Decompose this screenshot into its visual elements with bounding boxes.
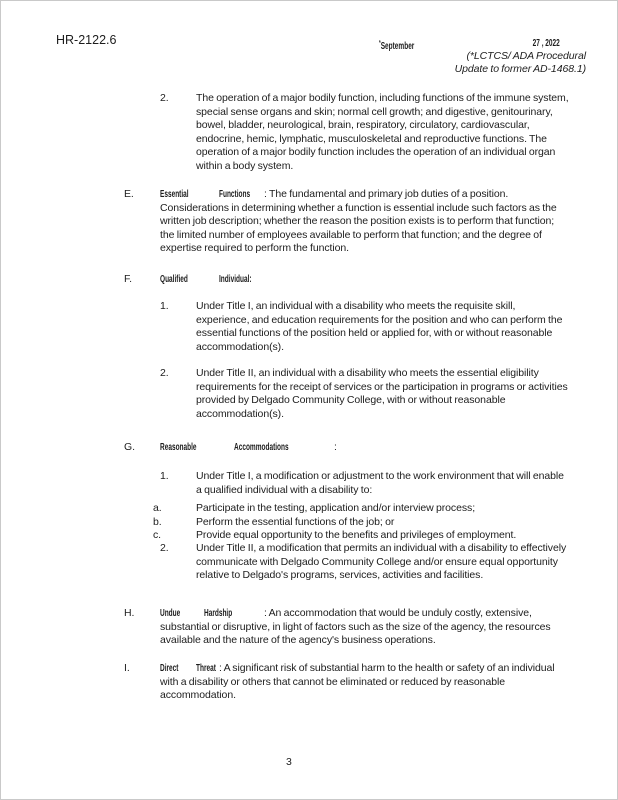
section-letter: H. (124, 607, 135, 619)
section-text: A significant risk of substantial harm to the health or safety of an individual with a disability or others that cannot be eliminated or reduced by reasonable accommodation. (160, 662, 555, 701)
section-direct-threat (124, 662, 564, 703)
section-letter: E. (124, 188, 134, 200)
date-asterisk: * (379, 40, 381, 47)
section-term-word: Individual: (219, 273, 252, 285)
section-term-word: Essential (160, 188, 189, 200)
section-essential-functions (124, 188, 564, 256)
section-letter: I. (124, 662, 130, 674)
list-item-number: 2. (160, 92, 169, 104)
section-term-word: Accommodations (234, 441, 289, 453)
list-item-accommodation-title1 (160, 470, 569, 497)
section-undue-hardship (124, 607, 564, 648)
list-item-text: Under Title II, a modification that permits an individual with a disability to effectively communicate with Delgado Community College and/or ensure equal opportunity relative to Delgado's programs, services, activities and facilities. (196, 542, 567, 581)
list-item-text: Provide equal opportunity to the benefits and privileges of employment. (196, 529, 517, 541)
procedural-note-line1: (*LCTCS/ ADA Procedural (466, 50, 586, 62)
list-item-text: Participate in the testing, application and/or interview process; (196, 502, 476, 514)
section-term-word: Hardship (204, 607, 233, 619)
list-item-qualified-title1 (160, 300, 569, 354)
list-item-text: The operation of a major bodily function, including functions of the immune system, special sense organs and skin; normal cell growth; and digestive, genitourinary, bowel, bladder, neurological, brain, respiratory, circulatory, cardiovascular, endocrine, hemic, lymphatic, musculoskeletal and reproductive functions. The operation of a major bodily function includes the operation of an individual organ within a body system. (196, 92, 569, 172)
section-text: The fundamental and primary job duties of a position. Considerations in determining whether a function is essential include such factors as the written job description; whether the reason the position exists is to perform that function; the limited number of employees available to perform that function; and the degree of expertise required to perform the function. (160, 188, 557, 254)
procedural-note (455, 50, 586, 76)
section-separator: : (334, 441, 337, 453)
header-date-day-year: 27 , 2022 (532, 37, 560, 49)
list-item-number: 1. (160, 300, 169, 312)
section-separator: : (264, 188, 267, 200)
list-item-accommodation-title2 (160, 542, 569, 583)
section-reasonable-accommodations (124, 441, 564, 455)
header-date-month: *September (379, 40, 415, 52)
list-item-text: Under Title I, an individual with a disability who meets the requisite skill, experience, and education requirements for the position and who can perform the essential functions of the position held or applied for, with or without reasonable accommodation(s). (196, 300, 563, 353)
section-letter: F. (124, 273, 133, 285)
list-item-number: 2. (160, 542, 169, 554)
section-term-word: Functions (219, 188, 251, 200)
section-term-word: Qualified (160, 273, 188, 285)
section-term-word: Undue (160, 607, 181, 619)
section-separator: : (264, 607, 267, 619)
section-term-word: Direct (160, 662, 179, 674)
section-separator: : (219, 662, 222, 674)
page-number: 3 (286, 756, 292, 768)
list-item-text: Under Title II, an individual with a disability who meets the essential eligibility requirements for the receipt of services or the participation in programs or activities provided by Delgado Community College, with or without reasonable accommodation(s). (196, 367, 568, 420)
list-item-number: 1. (160, 470, 169, 482)
list-item-text: Perform the essential functions of the job; or (196, 515, 395, 528)
list-item-major-bodily-function (160, 92, 569, 173)
section-letter: G. (124, 441, 135, 453)
list-item-letter: c. (153, 529, 162, 541)
list-item-accommodation-c (153, 529, 569, 543)
list-item-qualified-title2 (160, 367, 569, 421)
list-item-text: Under Title I, a modification or adjustment to the work environment that will enable a qualified individual with a disability to: (196, 470, 564, 496)
list-item-letter: a. (153, 502, 162, 514)
section-text: An accommodation that would be unduly costly, extensive, substantial or disruptive, in light of factors such as the size of the agency, the resources available and the nature of the agency's business operations. (160, 607, 551, 646)
doc-number: HR-2122.6 (56, 33, 117, 47)
list-item-number: 2. (160, 367, 169, 379)
list-item-letter: b. (153, 515, 162, 528)
section-term-word: Reasonable (160, 441, 197, 453)
list-item-accommodation-a (153, 502, 569, 516)
section-qualified-individual (124, 273, 564, 287)
procedural-note-line2: Update to former AD-1468.1) (454, 63, 586, 75)
list-item-accommodation-b (153, 515, 569, 530)
section-term-word: Threat (196, 662, 216, 674)
